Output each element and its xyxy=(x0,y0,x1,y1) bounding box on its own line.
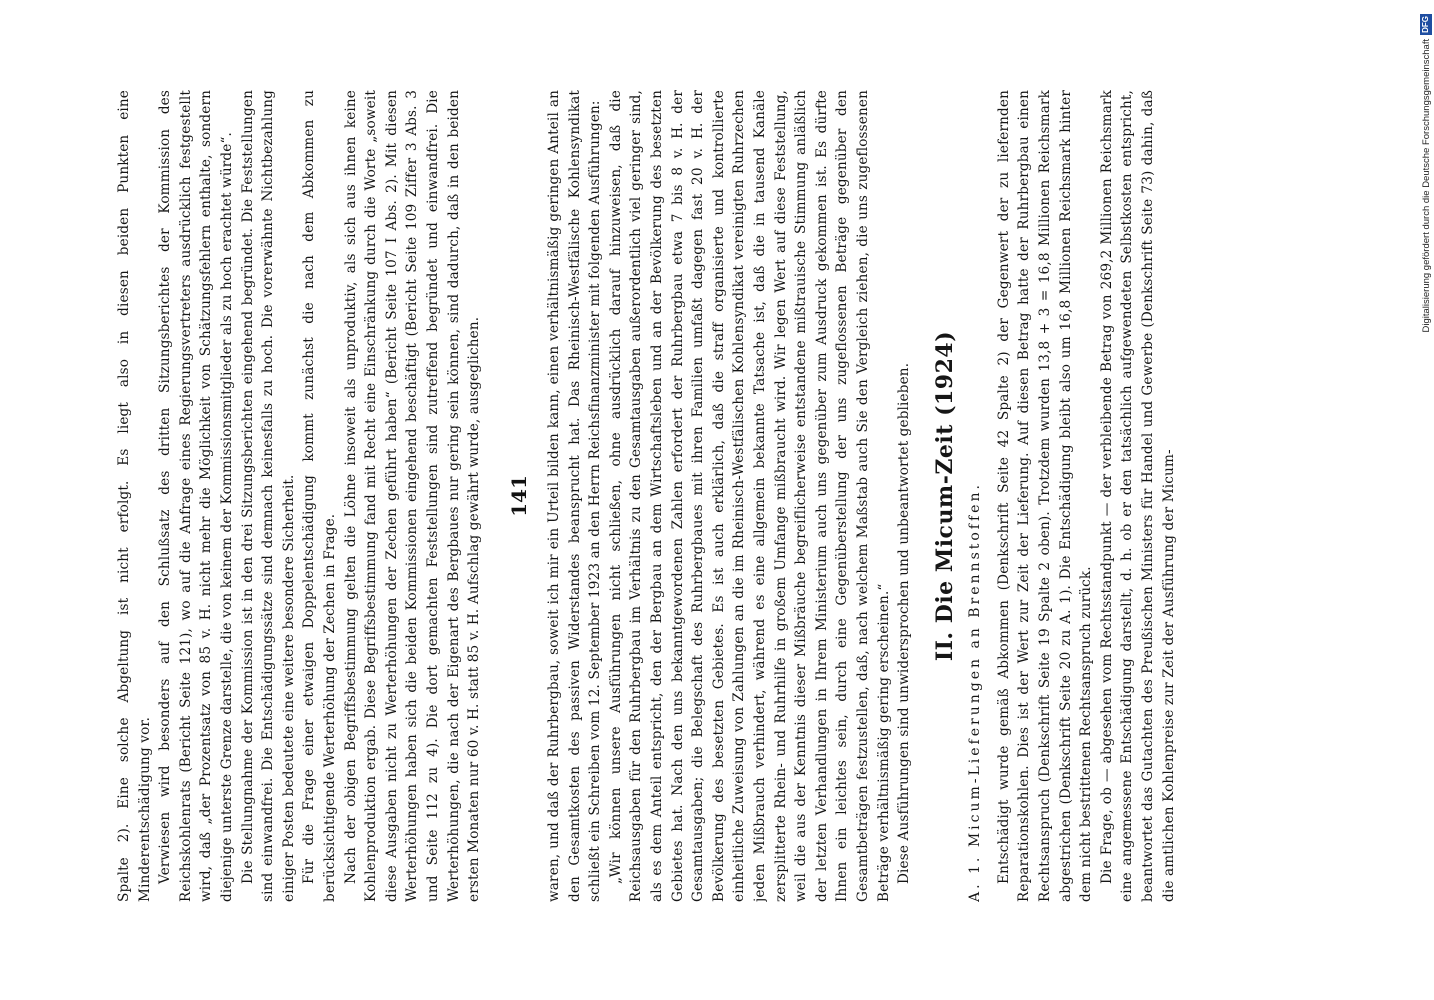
paragraph: waren, und daß der Ruhrbergbau, soweit ich mir ein Urteil bilden kann, einen verhältnismäßig geringen Anteil an den Gesamtkosten des passiven Widerstandes beansprucht hat. Das Rheinisch-Westfälische Kohlensyndikat schließt ein Schreiben vom 12. September 1923 an den Herrn Reichsfinanzminister mit folgenden Ausführungen: xyxy=(546,90,604,902)
paragraph: Spalte 2). Eine solche Abgeltung ist nicht erfolgt. Es liegt also in diesen beiden Punkten eine Minderentschädigung vor. xyxy=(116,90,153,902)
left-column xyxy=(114,90,486,902)
credit-text: Digitalisierung gefördert durch die Deutsche Forschungsgemeinschaft xyxy=(1421,38,1432,333)
right-column xyxy=(544,90,1292,902)
dfg-logo: DFG xyxy=(1421,16,1431,33)
digitization-credit xyxy=(1418,8,1434,998)
paragraph: Die Stellungnahme der Kommission ist in den drei Sitzungsberichten eingehend begründet. Die Feststellungen sind einwandfrei. Die Entschädigungssätze sind demnach keinesfalls zu hoch. Die vorerwähnte Nichtbezahlung einiger Posten bedeutete eine weitere besondere Sicherheit. xyxy=(239,90,297,902)
quote-paragraph: „Wir können unsere Ausführungen nicht schließen, ohne ausdrücklich darauf hinzuweisen, daß die Reichsausgaben für den Ruhrbergbau im Verhältnis zu den Gesamtausgaben außerordentlich viel geringer sind, als es dem Anteil entspricht, den der Bergbau an dem Wirtschaftsleben und an der Bevölkerung des besetzten Gebietes hat. Nach den uns bekanntgewordenen Zahlen erfordert der Ruhrbergbau etwa 7 bis 8 v. H. der Gesamtausgaben; die Belegschaft des Ruhrbergbaues mit ihren Familien umfaßt dagegen fast 20 v. H. der Bevölkerung des besetzten Gebietes. Es ist auch erklärlich, daß die straff organisierte und kontrollierte einheitliche Zuweisung von Zahlungen an die im Rheinisch-Westfälischen Kohlensyndikat vereinigten Ruhrzechen jeden Mißbrauch verhindert, während es eine allgemein bekannte Tatsache ist, daß die in tausend Kanäle zersplitterte Rhein- und Ruhrhilfe in großem Umfange mißbraucht wird. Wir legen Wert auf diese Feststellung, weil die aus der Kenntnis dieser Mißbräuche begreiflicherweise entstandene mißtrauische Stimmung anläßlich der letzten Verhandlungen in Ihrem Ministerium auch uns gegenüber zum Ausdruck gekommen ist. Es dürfte Ihnen ein leichtes sein, durch eine Gegenüberstellung der uns zugeflossenen Beträge gegenüber den Gesamtbeträgen festzustellen, daß, nach welchem Maßstab auch Sie den Vergleich ziehen, die uns zugeflossenen Beträge verhältnismäßig gering erscheinen.“ xyxy=(607,90,892,902)
paragraph: Diese Ausführungen sind unwidersprochen und unbeantwortet geblieben. xyxy=(896,362,913,884)
paragraph: Nach der obigen Begriffsbestimmung gelten die Löhne insoweit als unproduktiv, als sich aus ihnen keine Kohlenproduktion ergab. Diese Begriffsbestimmung fand mit Recht eine Einschränkung durch die Worte „soweit diese Ausgaben nicht zu Werterhöhungen der Zechen geführt haben“ (Bericht Seite 107 I Abs. 2). Mit diesen Werterhöhungen haben sich die beiden Kommissionen eingehend beschäftigt (Bericht Seite 109 Ziffer 3 Abs. 3 und Seite 112 zu 4). Die dort gemachten Feststellungen sind zutreffend begründet und einwandfrei. Die Werterhöhungen, die nach der Eigenart des Bergbaues nur gering sein können, sind dadurch, daß in den beiden ersten Monaten nur 60 v. H. statt 85 v. H. Aufschlag gewährt wurde, ausgeglichen. xyxy=(342,90,483,902)
paragraph: Für die Frage einer etwaigen Doppelentschädigung kommt zunächst die nach dem Abkommen zu berücksichtigende Werterhöhung der Zechen in Frage. xyxy=(301,90,338,902)
paragraph: Verwiesen wird besonders auf den Schlußsatz des dritten Sitzungsberichtes der Kommission des Reichskohlenrats (Bericht Seite 121), wo auf die Anfrage eines Regierungsvertreters ausdrücklich festgestellt wird, daß „der Prozentsatz von 85 v. H. nicht mehr die Möglichkeit von Schätzungsfehlern enthalte, sondern diejenige unterste Grenze darstelle, die von keinem der Kommissionsmitglieder als zu hoch erachtet würde“. xyxy=(157,90,235,902)
paragraph: Die Frage, ob — abgesehen vom Rechtsstandpunkt — der verbleibende Betrag von 269,2 Millionen Reichsmark eine angemessene Entschädigung darstellt, d. h. ob er den tatsächlich aufgewendeten Selbstkosten entspricht, beantwortet das Gutachten des Preußischen Ministers für Handel und Gewerbe (Denkschrift Seite 73) dahin, daß die amtlichen Kohlenpreise zur Zeit der Ausführung der Micum- xyxy=(1098,90,1177,902)
paragraph xyxy=(485,90,486,902)
subsection-heading: A. 1. Micum-Lieferungen an Brennstoffen. xyxy=(967,482,984,902)
text-layer xyxy=(114,86,1294,906)
section-heading: II. Die Micum-Zeit (1924) xyxy=(931,330,958,662)
paragraph: Entschädigt wurde gemäß Abkommen (Denkschrift Seite 42 Spalte 2) der Gegenwert der zu liefernden Reparationskohlen. Dies ist der Wert zur Zeit der Lieferung. Auf diesen Betrag hatte der Ruhrbergbau einen Rechtsanspruch (Denkschrift Seite 19 Spalte 2 oben). Trotzdem wurden 13,8 + 3 = 16,8 Millionen Reichsmark abgestrichen (Denkschrift Seite 20 zu A. 1). Die Entschädigung bleibt also um 16,8 Millionen Reichsmark hinter dem nicht bestrittenen Rechtsanspruch zurück. xyxy=(995,90,1095,902)
page-number-label: 141 xyxy=(507,475,531,517)
